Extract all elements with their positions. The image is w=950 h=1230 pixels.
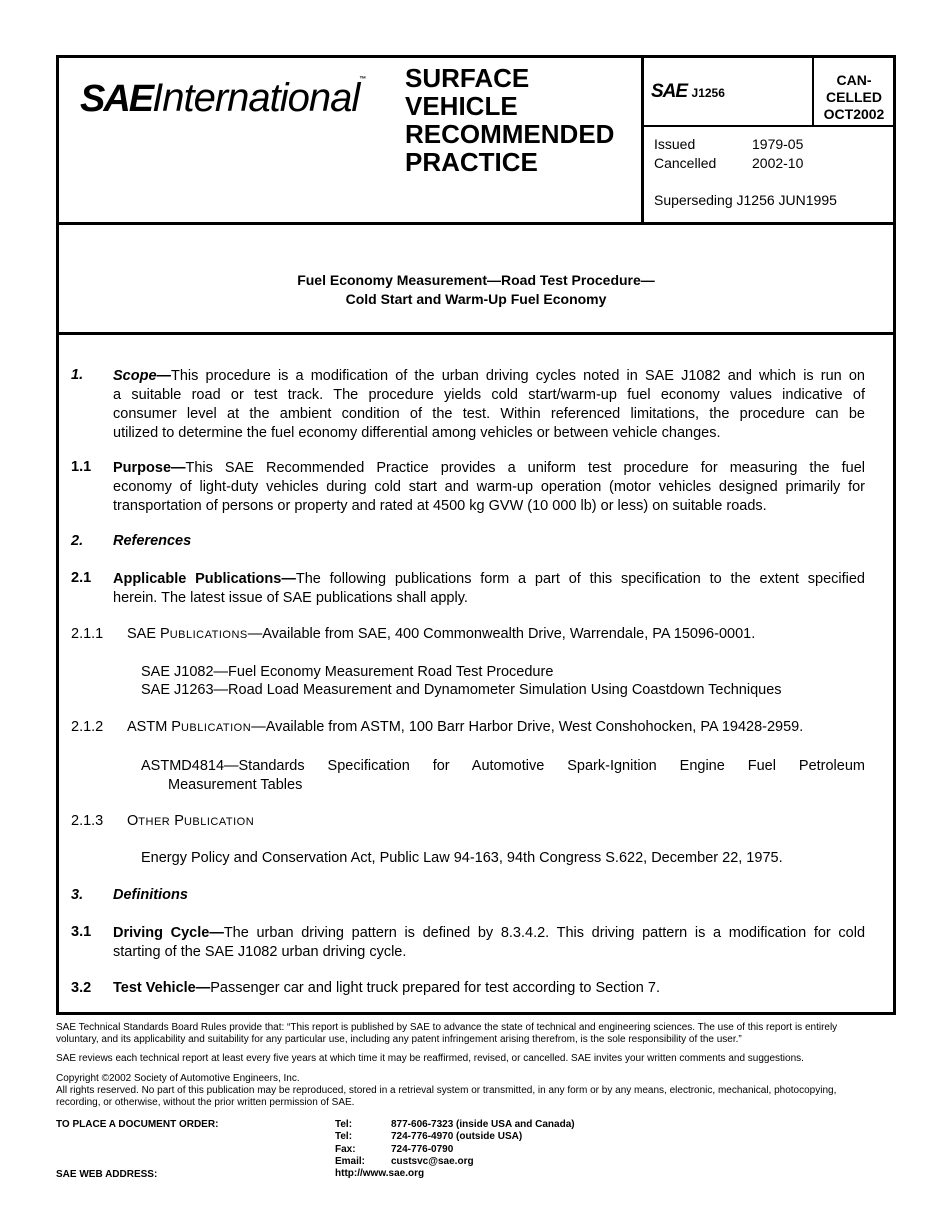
text-line: a suitable road or test track. The procedure yields cold start/warm-up fuel economy values indicative of xyxy=(113,387,865,403)
doc-type-line: VEHICLE xyxy=(405,91,518,121)
frame-bottom xyxy=(56,1012,896,1015)
frame-top xyxy=(56,55,896,58)
contact-row xyxy=(335,1131,575,1143)
heading-part: UBLICATIONS xyxy=(169,629,248,641)
footer-rules xyxy=(56,1022,906,1046)
section-number: 1. xyxy=(71,367,84,383)
section-astm-publication xyxy=(127,719,803,735)
footer-line: recording, or otherwise, without the prior written permission of SAE. xyxy=(56,1097,355,1108)
section-heading: Test Vehicle— xyxy=(113,980,211,996)
reference-item: SAE J1263—Road Load Measurement and Dynamometer Simulation Using Coastdown Techniques xyxy=(141,682,782,698)
copyright-line: Copyright ©2002 Society of Automotive Engineers, Inc. xyxy=(56,1073,300,1084)
reference-item xyxy=(141,757,865,795)
section-heading: Applicable Publications— xyxy=(113,571,296,587)
status-box-left xyxy=(812,55,814,127)
contact-label: Tel: xyxy=(335,1119,353,1130)
contact-value: 877-606-7323 (inside USA and Canada) xyxy=(391,1119,575,1130)
section-heading-definitions: Definitions xyxy=(113,887,188,903)
section-heading: Purpose— xyxy=(113,460,186,476)
issued-label: Issued xyxy=(654,136,696,152)
status-box-bottom xyxy=(641,125,895,127)
status-line: OCT2002 xyxy=(823,106,885,122)
section-number: 2.1.1 xyxy=(71,626,104,642)
footer-line: voluntary, and its applicability and suitability for any particular use, including any patent infringement arising therefrom, is the sole responsibility of the user.” xyxy=(56,1034,742,1045)
logo-sae-text: SAE xyxy=(80,78,153,120)
contact-value: 724-776-0790 xyxy=(391,1143,454,1155)
footer-copyright xyxy=(56,1073,836,1109)
contact-label: Fax: xyxy=(335,1143,356,1155)
text-line: The urban driving pattern is defined by 8.3.4.2. This driving pattern is a modification for cold xyxy=(223,925,866,941)
cancelled-label: Cancelled xyxy=(654,155,717,171)
heading-part: ASTM P xyxy=(127,719,181,735)
text-line: economy of light-duty vehicles during cold start and warm-up operation (motor vehicles designed primarily for xyxy=(113,479,865,495)
logo-international-text: International xyxy=(152,76,360,120)
reference-line: Measurement Tables xyxy=(168,777,303,793)
sae-international-logo xyxy=(80,76,366,121)
web-link[interactable]: http://www.sae.org xyxy=(335,1168,425,1180)
footer-line: All rights reserved. No part of this publication may be reproduced, stored in a retrieval system or transmitted, in any form or by any means, electronic, mechanical, photocopying, xyxy=(56,1085,837,1096)
heading-part: SAE P xyxy=(127,626,170,642)
status-line: CELLED xyxy=(826,89,882,105)
section-driving-cycle xyxy=(113,924,865,962)
heading-rest: —Available from SAE, 400 Commonwealth Drive, Warrendale, PA 15096-0001. xyxy=(247,626,756,642)
contact-value: 724-776-4970 (outside USA) xyxy=(391,1131,523,1143)
frame-left xyxy=(56,55,59,1015)
superseding-note: Superseding J1256 JUN1995 xyxy=(654,192,837,208)
web-label: SAE WEB ADDRESS: xyxy=(56,1169,158,1180)
document-title xyxy=(59,271,893,309)
text-line: This procedure is a modification of the urban driving cycles noted in SAE J1082 and which is run on xyxy=(171,368,865,384)
status-badge xyxy=(815,72,893,123)
heading-part: THER xyxy=(138,816,171,828)
status-line: CAN- xyxy=(836,72,872,88)
document-number: J1256 xyxy=(691,86,725,100)
heading-part: P xyxy=(170,813,184,829)
heading-rest: —Available from ASTM, 100 Barr Harbor Drive, West Conshohocken, PA 19428-2959. xyxy=(251,719,804,735)
frame-right xyxy=(893,55,896,1015)
contact-row xyxy=(335,1119,575,1131)
section-number: 2. xyxy=(71,533,84,549)
reference-line: ASTMD4814—Standards Specification for Automotive Spark-Ignition Engine Fuel Petroleum xyxy=(141,758,865,774)
reference-item: SAE J1082—Fuel Economy Measurement Road Test Procedure xyxy=(141,664,554,680)
cancelled-value: 2002-10 xyxy=(752,155,804,171)
contact-label: Tel: xyxy=(335,1131,353,1143)
section-number: 3.1 xyxy=(71,924,92,940)
heading-part: UBLICATION xyxy=(183,816,255,828)
document-type xyxy=(405,64,614,176)
section-heading: Scope— xyxy=(113,368,172,384)
section-scope xyxy=(113,367,865,443)
text-line: Passenger car and light truck prepared for test according to Section 7. xyxy=(210,980,660,996)
section-number: 2.1 xyxy=(71,570,92,586)
section-sae-publications xyxy=(127,626,755,642)
footer-line: SAE Technical Standards Board Rules provide that: “This report is published by SAE to advance the state of technical and engineering sciences. The use of this report is entirely xyxy=(56,1022,838,1033)
contact-label: Email: xyxy=(335,1155,366,1167)
text-line: The following publications form a part of this specification to the extent specified xyxy=(295,571,865,587)
reference-item: Energy Policy and Conservation Act, Public Law 94-163, 94th Congress S.622, December 22, 1975. xyxy=(141,850,783,866)
contact-list xyxy=(335,1119,575,1180)
header-divider xyxy=(56,222,896,225)
contact-row xyxy=(335,1144,575,1156)
order-label: TO PLACE A DOCUMENT ORDER: xyxy=(56,1119,219,1130)
title-line-2: Cold Start and Warm-Up Fuel Economy xyxy=(345,291,607,307)
section-purpose xyxy=(113,459,865,516)
text-line: This SAE Recommended Practice provides a uniform test procedure for measuring the fuel xyxy=(185,460,865,476)
title-line-1: Fuel Economy Measurement—Road Test Procedure— xyxy=(297,272,655,288)
text-line: transportation of persons or property and rated at 4500 kg GVW (10 000 lb) or less) on suitable roads. xyxy=(113,498,767,514)
doc-type-line: PRACTICE xyxy=(405,147,538,177)
heading-part: O xyxy=(127,813,139,829)
contact-row xyxy=(335,1156,575,1168)
section-test-vehicle xyxy=(113,980,660,996)
logo-trademark: ™ xyxy=(359,76,367,83)
issued-value: 1979-05 xyxy=(752,136,804,152)
text-line: herein. The latest issue of SAE publications shall apply. xyxy=(113,590,468,606)
section-number: 3. xyxy=(71,887,84,903)
doc-number-block xyxy=(651,81,725,103)
email-link[interactable]: custsvc@sae.org xyxy=(391,1155,474,1167)
title-divider xyxy=(56,332,896,335)
section-applicable-publications xyxy=(113,570,865,608)
small-sae-logo: SAE xyxy=(651,81,688,102)
header-col-divider xyxy=(641,55,644,224)
doc-type-line: RECOMMENDED xyxy=(405,119,615,149)
section-other-publication xyxy=(127,813,254,829)
section-number: 3.2 xyxy=(71,980,92,996)
heading-part: UBLICATION xyxy=(180,722,252,734)
text-line: consumer level at the ambient condition of the test. Within referenced limitations, the procedure can be xyxy=(113,406,865,422)
text-line: utilized to determine the fuel economy differential among vehicles or between vehicle changes. xyxy=(113,425,721,441)
doc-type-line: SURFACE xyxy=(405,63,530,93)
section-heading: Driving Cycle— xyxy=(113,925,224,941)
section-heading-references: References xyxy=(113,533,192,549)
text-line: starting of the SAE J1082 urban driving cycle. xyxy=(113,944,407,960)
section-number: 1.1 xyxy=(71,459,92,475)
section-number: 2.1.3 xyxy=(71,813,104,829)
footer-review: SAE reviews each technical report at least every five years at which time it may be reaffirmed, revised, or cancelled. SAE invites your written comments and suggestions. xyxy=(56,1053,804,1064)
section-number: 2.1.2 xyxy=(71,719,104,735)
